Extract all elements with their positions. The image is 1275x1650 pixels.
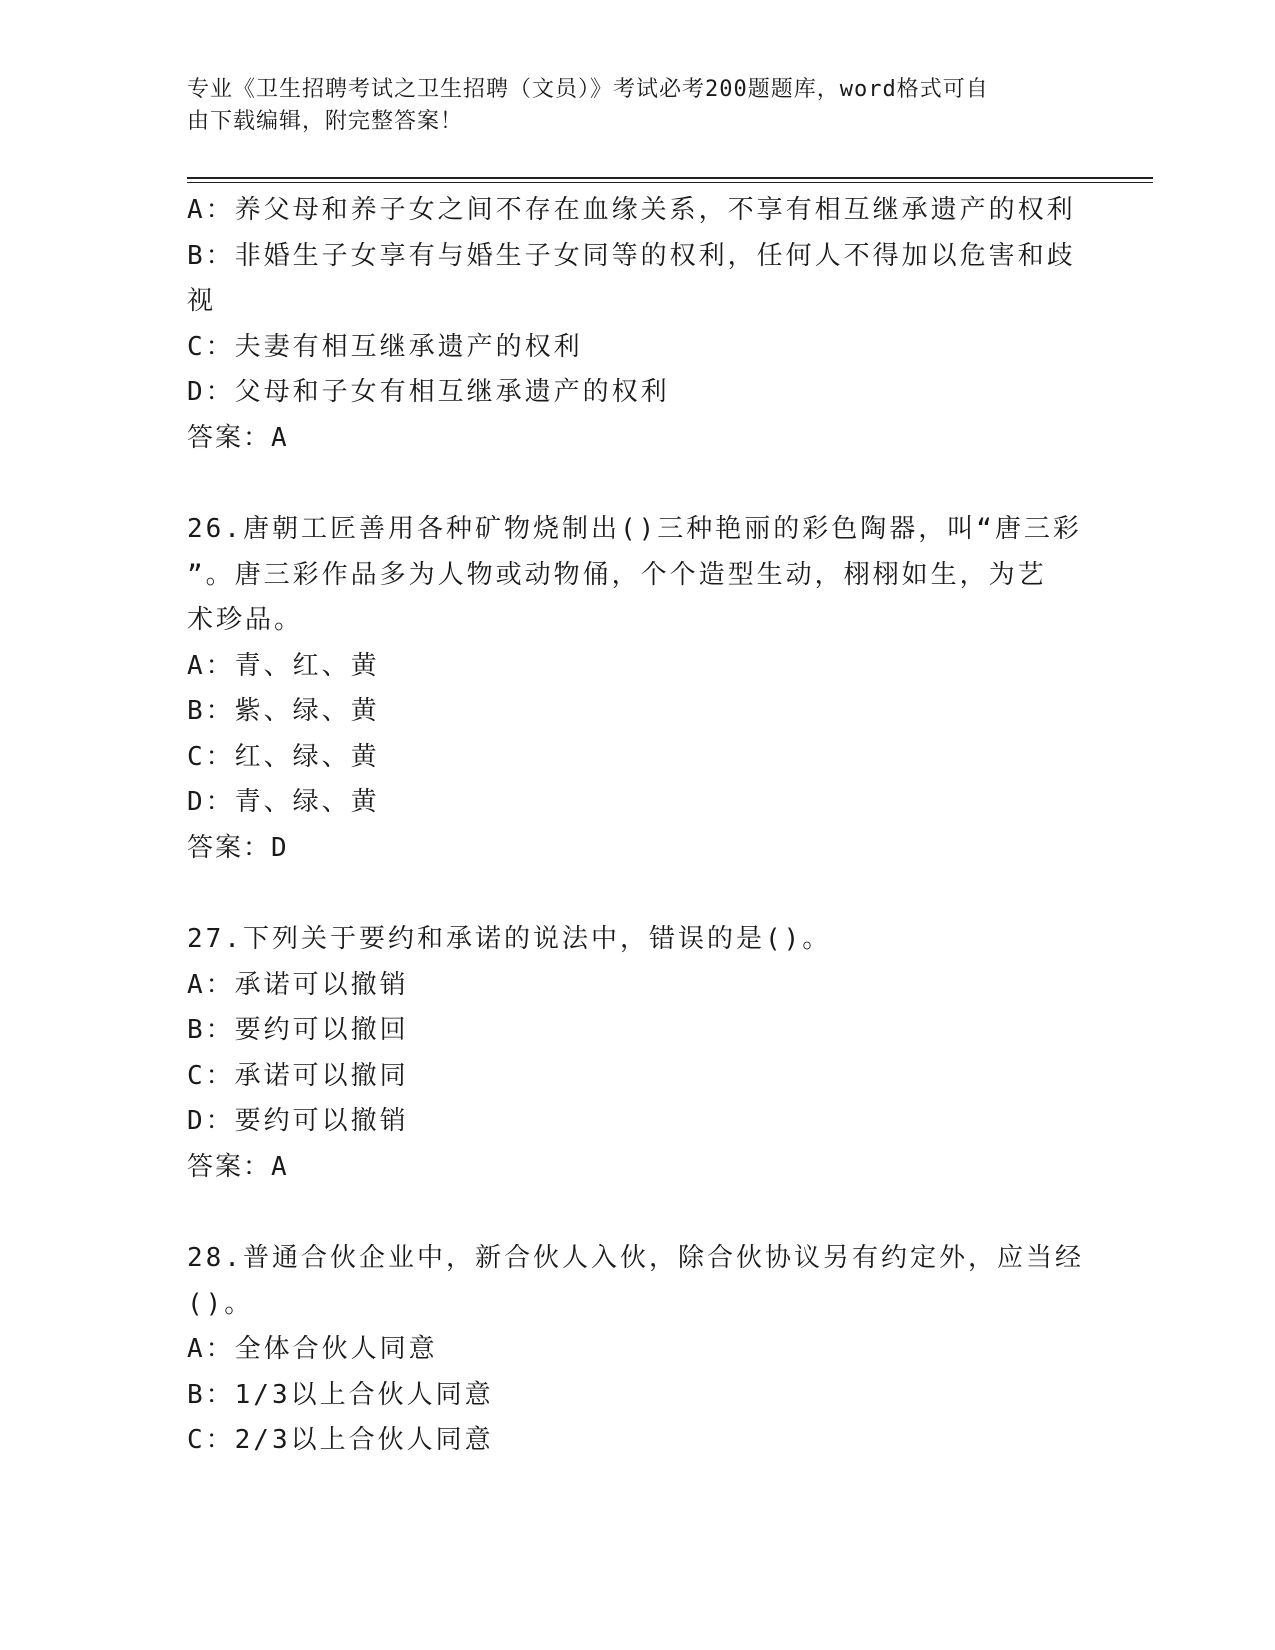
option-b-continued: 视	[187, 286, 217, 316]
question-25-block	[187, 188, 1077, 461]
answer-text: 答案：D	[187, 832, 289, 863]
option-c: C：承诺可以撤同	[187, 1060, 409, 1091]
option-d: D：要约可以撤销	[187, 1106, 409, 1136]
option-a: A：全体合伙人同意	[187, 1334, 438, 1364]
option-b: B：紫、绿、黄	[187, 696, 380, 726]
question-26-block	[187, 507, 1082, 871]
option-a: A：养父母和养子女之间不存在血缘关系，不享有相互继承遗产的权利	[187, 195, 1076, 225]
spacer	[187, 1190, 1077, 1236]
document-header	[187, 74, 1067, 138]
answer-text: 答案：A	[187, 422, 289, 453]
spacer	[187, 461, 1077, 507]
header-line-2: 由下载编辑，附完整答案！	[187, 109, 464, 134]
option-a: A：承诺可以撤销	[187, 969, 409, 1000]
option-b: B：要约可以撤回	[187, 1015, 409, 1045]
question-stem-line-2: ()。	[187, 1288, 254, 1319]
header-rule-thin	[187, 182, 1153, 183]
question-list	[187, 188, 1084, 1464]
option-d: D：青、绿、黄	[187, 787, 380, 817]
option-d: D：父母和子女有相互继承遗产的权利	[187, 377, 670, 407]
option-a: A：青、红、黄	[187, 650, 380, 681]
header-line-1: 专业《卫生招聘考试之卫生招聘（文员）》考试必考200题题库，word格式可自	[187, 77, 989, 102]
option-b: B：非婚生子女享有与婚生子女同等的权利，任何人不得加以危害和歧	[187, 240, 1076, 271]
option-c: C：红、绿、黄	[187, 741, 380, 772]
question-28-block	[187, 1236, 1084, 1464]
option-b: B：1/3以上合伙人同意	[187, 1379, 494, 1410]
question-stem-line-1: 28.普通合伙企业中，新合伙人入伙，除合伙协议另有约定外，应当经	[187, 1243, 1084, 1273]
answer-text: 答案：A	[187, 1151, 289, 1182]
question-stem: 27.下列关于要约和承诺的说法中，错误的是()。	[187, 924, 832, 954]
header-rule-thick	[187, 177, 1153, 179]
question-stem-line-1: 26.唐朝工匠善用各种矿物烧制出()三种艳丽的彩色陶器，叫“唐三彩	[187, 514, 1082, 544]
option-c: C：夫妻有相互继承遗产的权利	[187, 331, 583, 362]
question-stem-line-3: 术珍品。	[187, 605, 304, 635]
question-27-block	[187, 917, 1077, 1190]
spacer	[187, 871, 1077, 917]
option-c: C：2/3以上合伙人同意	[187, 1425, 494, 1455]
question-stem-line-2: ”。唐三彩作品多为人物或动物俑，个个造型生动，栩栩如生，为艺	[187, 559, 1047, 590]
